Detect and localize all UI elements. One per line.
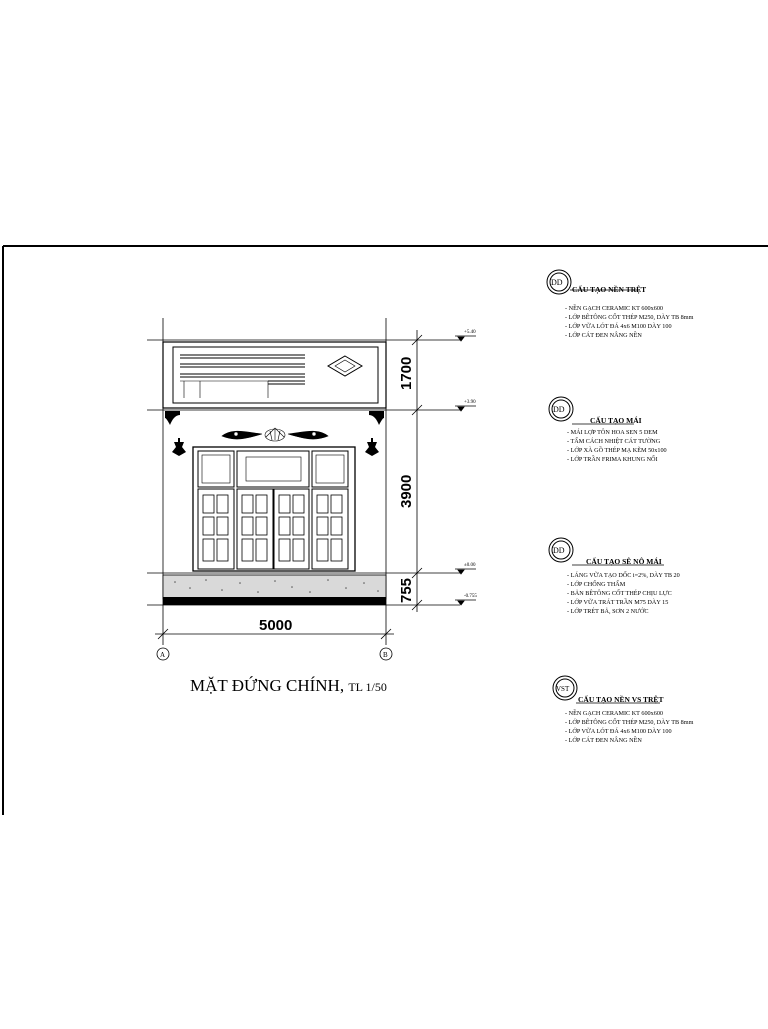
detail-2-line-4: - LỚP TRẦN FRIMA KHUNG NỔI bbox=[567, 456, 658, 463]
detail-title-underlines bbox=[570, 290, 664, 703]
dim-text-5000: 5000 bbox=[259, 617, 293, 634]
detail-4-line-1: - NỀN GẠCH CERAMIC KT 600x600 bbox=[565, 710, 664, 717]
level-label-roof: +3.90 bbox=[464, 400, 476, 405]
detail-3-line-5: - LỚP TRÉT BẢ, SƠN 2 NƯỚC bbox=[567, 608, 649, 615]
dim-text-755: 755 bbox=[398, 577, 415, 603]
detail-4-line-2: - LỚP BÊTÔNG CỐT THÉP M250, DÀY TB 8mm bbox=[565, 719, 694, 726]
drawing-scale: TL 1/50 bbox=[348, 680, 387, 694]
axis-bubbles bbox=[157, 648, 392, 660]
drawing-title bbox=[190, 676, 387, 696]
detail-2-line-1: - MÁI LỢP TÔN HOA SEN 5 DEM bbox=[567, 429, 658, 436]
level-label-ground: -0.755 bbox=[464, 594, 477, 599]
detail-2-line-3: - LỚP XÀ GỒ THÉP MẠ KẼM 50x100 bbox=[567, 447, 667, 454]
detail-title-3: CẤU TẠO SÊ NÔ MÁI bbox=[586, 557, 662, 566]
detail-4-line-4: - LỚP CÁT ĐEN NÂNG NỀN bbox=[565, 737, 642, 744]
level-label-floor: ±0.00 bbox=[464, 563, 476, 568]
wall-lamp-right bbox=[365, 438, 379, 456]
drawing-title-text: MẶT ĐỨNG CHÍNH, bbox=[190, 676, 345, 695]
wall-lamp-left bbox=[172, 438, 186, 456]
detail-tag-3: DD bbox=[553, 546, 565, 555]
detail-4-line-3: - LỚP VỮA LÓT ĐÁ 4x6 M100 DÀY 100 bbox=[565, 728, 672, 735]
detail-2-line-2: - TẤM CÁCH NHIỆT CÁT TƯỜNG bbox=[567, 438, 661, 445]
axis-label-b: B bbox=[383, 651, 388, 659]
detail-1-line-3: - LỚP VỮA LÓT ĐÁ 4x6 M100 DÀY 100 bbox=[565, 323, 672, 330]
detail-1-line-2: - LỚP BÊTÔNG CỐT THÉP M250, DÀY TB 8mm bbox=[565, 314, 694, 321]
detail-3-line-1: - LÁNG VỮA TẠO DỐC i=2%, DÀY TB 20 bbox=[567, 572, 680, 579]
dim-text-1700: 1700 bbox=[398, 356, 415, 390]
corner-brackets bbox=[165, 411, 384, 425]
detail-3-line-3: - BẢN BÊTÔNG CỐT THÉP CHỊU LỰC bbox=[567, 590, 672, 597]
detail-3-line-2: - LỚP CHỐNG THẤM bbox=[567, 581, 626, 588]
detail-1-line-1: - NỀN GẠCH CERAMIC KT 600x600 bbox=[565, 305, 664, 312]
detail-tag-2: DD bbox=[553, 405, 565, 414]
door-ornament bbox=[222, 428, 328, 441]
parapet bbox=[163, 342, 386, 408]
detail-3-line-4: - LỚP VỮA TRÁT TRẦN M75 DÀY 15 bbox=[567, 599, 669, 606]
detail-tag-4: VST bbox=[556, 685, 570, 693]
detail-tag-1: DD bbox=[551, 278, 563, 287]
level-label-top: +5.40 bbox=[464, 330, 476, 335]
dim-text-3900: 3900 bbox=[398, 474, 415, 508]
detail-title-1: CẤU TẠO NỀN TRỆT bbox=[572, 285, 647, 294]
detail-title-2: CẤU TẠO MÁI bbox=[590, 416, 642, 425]
axis-label-a: A bbox=[160, 651, 166, 659]
detail-title-4: CẤU TẠO NỀN VS TRỆT bbox=[578, 695, 664, 704]
foundation bbox=[163, 575, 386, 605]
detail-1-line-4: - LỚP CÁT ĐEN NÂNG NỀN bbox=[565, 332, 642, 339]
